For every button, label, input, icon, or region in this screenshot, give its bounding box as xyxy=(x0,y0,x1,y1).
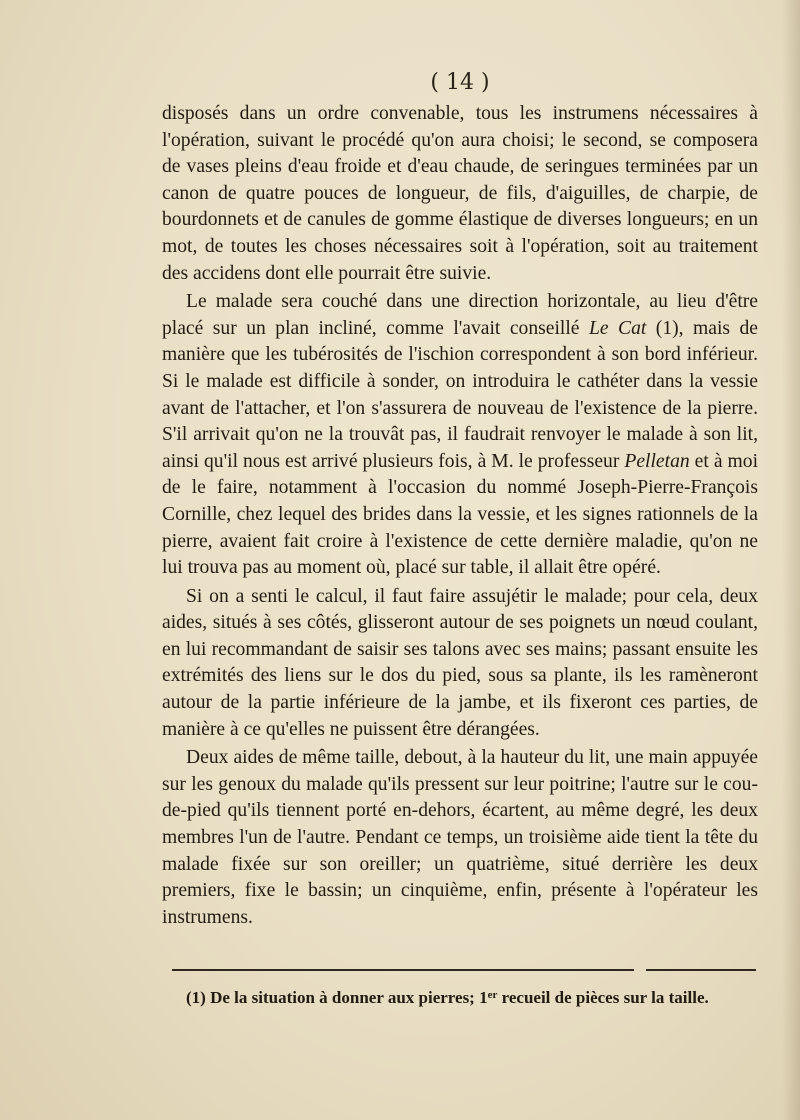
page-edge-shadow xyxy=(782,0,800,1120)
page-number: ( 14 ) xyxy=(430,70,490,95)
paragraph-text: (1), mais de manière que les tubérosités de l'ischion correspondent à son bord inférieur. Si le malade est difficile à sonder, on introduira le cathéter dans la vessie avant de l'attacher, et l'on s'assurera de nouveau de l'existence de la pierre. S'il arrivait qu'on ne la trouvât pas, il faudrait renvoyer le malade à son lit, ainsi qu'il nous est arrivé plusieurs fois, à M. le professeur xyxy=(162,317,758,472)
paragraph-text: Le malade sera couché dans une direction horizontale, au lieu d'être placé sur un plan incliné, comme l'avait conseillé xyxy=(162,291,758,339)
paragraph-patient-position xyxy=(162,289,758,582)
author-name-pelletan: Pelletan xyxy=(624,450,690,472)
paragraph-binding: Si on a senti le calcul, il faut faire assujétir le malade; pour cela, deux aides, situés à ses côtés, glisseront autour de ses poignets un nœud coulant, en lui recommandant de saisir ses talons avec ses mains; passant ensuite les extrémités des liens sur le dos du pied, sous sa plante, ils les ramèneront autour de la partie inférieure de la jambe, et ils fixeront ces parties, de manière à ce qu'elles ne puissent être dérangées. xyxy=(162,585,758,740)
footnote-superscript: er xyxy=(487,989,498,1001)
rule-line-tail xyxy=(646,969,756,971)
paragraph-text: et à moi de le faire, notamment à l'occasion du nommé Joseph-Pierre-François Cornille, chez lequel des brides dans la vessie, et les signes rationnels de la pierre, avaient fait croire à l'existence de cette dernière maladie, qu'on ne lui trouva pas au moment où, placé sur table, il allait être opéré. xyxy=(162,450,759,579)
footnote-marker: (1) xyxy=(186,988,206,1007)
footnote-rule xyxy=(172,969,756,972)
rule-line-main xyxy=(172,969,634,971)
footnote xyxy=(186,984,766,1009)
footnote-text: De la situation à donner aux pierres; 1 xyxy=(210,988,488,1007)
body-text xyxy=(162,101,758,931)
author-name-le-cat: Le Cat xyxy=(588,317,647,339)
footnote-text-end: recueil de pièces sur la taille. xyxy=(497,988,709,1007)
paragraph-assistants: Deux aides de même taille, debout, à la hauteur du lit, une main appuyée sur les genoux du malade qu'ils pressent sur leur poitrine; l'autre sur le cou-de-pied qu'ils tiennent porté en-dehors, écartent, au même degré, les deux membres l'un de l'autre. Pendant ce temps, un troisième aide tient la tête du malade fixée sur son oreiller; un quatrième, situé derrière les deux premiers, fixe le bassin; un cinquième, enfin, présente à l'opérateur les instrumens. xyxy=(162,747,758,928)
paragraph-continued: disposés dans un ordre convenable, tous les instrumens nécessaires à l'opération, suivant le procédé qu'on aura choisi; le second, se composera de vases pleins d'eau froide et d'eau chaude, de seringues terminées par un canon de quatre pouces de longueur, de fils, d'aiguilles, de charpie, de bourdonnets et de canules de gomme élastique de diverses longueurs; en un mot, de toutes les choses nécessaires soit à l'opération, soit au traitement des accidens dont elle pourrait être suivie. xyxy=(162,103,758,284)
